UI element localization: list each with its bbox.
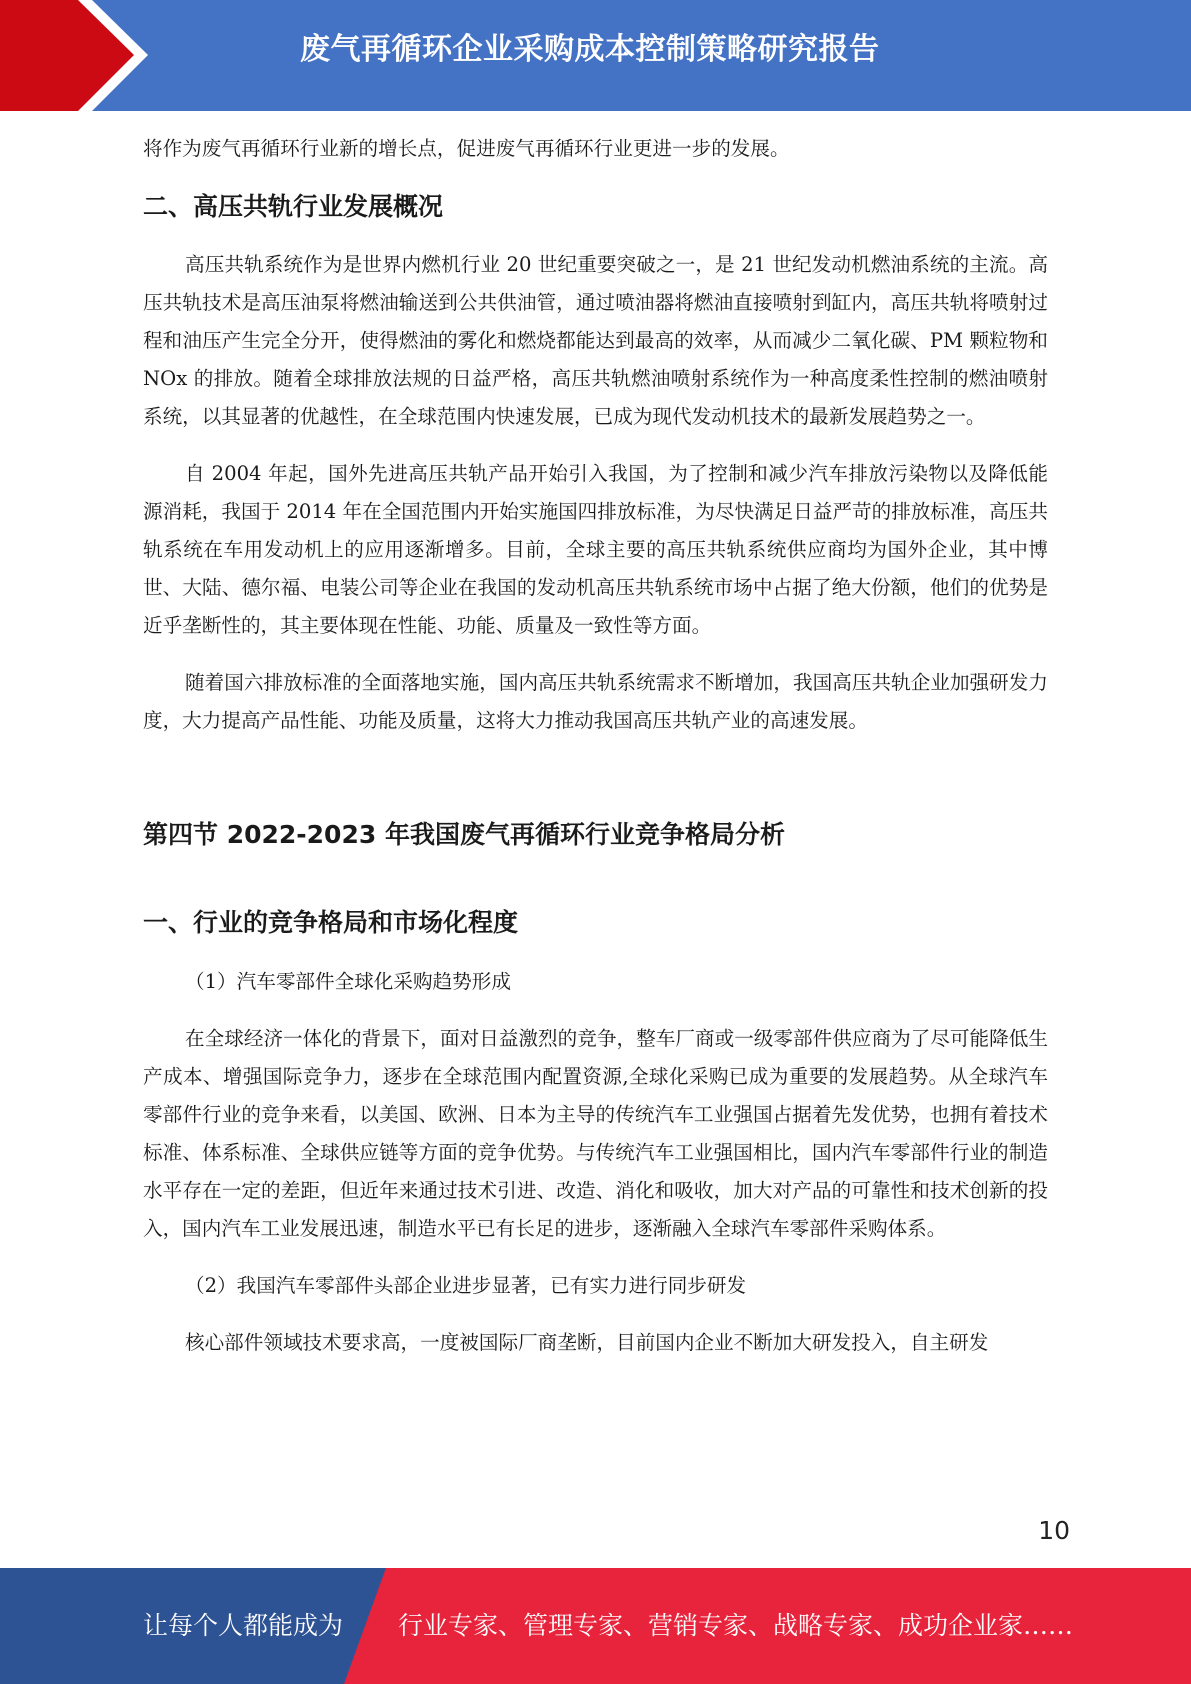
paragraph-core-components: 核心部件领域技术要求高，一度被国际厂商垄断，目前国内企业不断加大研发投入，自主研发 xyxy=(185,1331,989,1354)
footer-slogan-right: 行业专家、管理专家、营销专家、战略专家、成功企业家…… xyxy=(398,1611,1074,1640)
paragraph-common-rail-outlook: 随着国六排放标准的全面落地实施，国内高压共轨系统需求不断增加，我国高压共轨企业加强研发力度，大力提高产品性能、功能及质量，这将大力推动我国高压共轨产业的高速发展。 xyxy=(143,671,1048,732)
footer-slogan-left: 让每个人都能成为 xyxy=(143,1611,344,1640)
page-header xyxy=(0,0,1191,111)
subsection-heading-competition: 一、行业的竞争格局和市场化程度 xyxy=(143,908,519,937)
sub-item-2: （2）我国汽车零部件头部企业进步显著，已有实力进行同步研发 xyxy=(185,1274,747,1297)
page-number: 10 xyxy=(1038,1516,1070,1545)
paragraph-common-rail-overview: 高压共轨系统作为是世界内燃机行业 20 世纪重要突破之一，是 21 世纪发动机燃油系统的主流。高压共轨技术是高压油泵将燃油输送到公共供油管，通过喷油器将燃油直接喷射到缸内，高压共轨将喷射过程和油压产生完全分开，使得燃油的雾化和燃烧都能达到最高的效率，从而减少二氧化碳、PM 颗粒物和 NOx 的排放。随着全球排放法规的日益严格，高压共轨燃油喷射系统作为一种高度柔性控制的燃油喷射系统，以其显著的优越性，在全球范围内快速发展，已成为现代发动机技术的最新发展趋势之一。 xyxy=(143,253,1048,428)
chapter-section-heading: 第四节 2022-2023 年我国废气再循环行业竞争格局分析 xyxy=(143,820,785,849)
report-title: 废气再循环企业采购成本控制策略研究报告 xyxy=(300,32,880,67)
section-heading-high-pressure-common-rail: 二、高压共轨行业发展概况 xyxy=(143,192,444,221)
document-body xyxy=(143,130,1048,1362)
header-chevron-decoration xyxy=(0,0,160,111)
paragraph-global-procurement: 在全球经济一体化的背景下，面对日益激烈的竞争，整车厂商或一级零部件供应商为了尽可能降低生产成本、增强国际竞争力，逐步在全球范围内配置资源,全球化采购已成为重要的发展趋势。从全球汽车零部件行业的竞争来看，以美国、欧洲、日本为主导的传统汽车工业强国占据着先发优势，也拥有着技术标准、体系标准、全球供应链等方面的竞争优势。与传统汽车工业强国相比，国内汽车零部件行业的制造水平存在一定的差距，但近年来通过技术引进、改造、消化和吸收，加大对产品的可靠性和技术创新的投入，国内汽车工业发展迅速，制造水平已有长足的进步，逐渐融入全球汽车零部件采购体系。 xyxy=(143,1027,1048,1240)
sub-item-1: （1）汽车零部件全球化采购趋势形成 xyxy=(185,970,511,993)
paragraph-common-rail-history: 自 2004 年起，国外先进高压共轨产品开始引入我国，为了控制和减少汽车排放污染物以及降低能源消耗，我国于 2014 年在全国范围内开始实施国四排放标准，为尽快满足日益严苛的排放标准，高压共轨系统在车用发动机上的应用逐渐增多。目前，全球主要的高压共轨系统供应商均为国外企业，其中博世、大陆、德尔福、电装公司等企业在我国的发动机高压共轨系统市场中占据了绝大份额，他们的优势是近乎垄断性的，其主要体现在性能、功能、质量及一致性等方面。 xyxy=(143,462,1048,637)
intro-paragraph: 将作为废气再循环行业新的增长点，促进废气再循环行业更进一步的发展。 xyxy=(143,137,790,160)
page-footer xyxy=(0,1568,1191,1684)
